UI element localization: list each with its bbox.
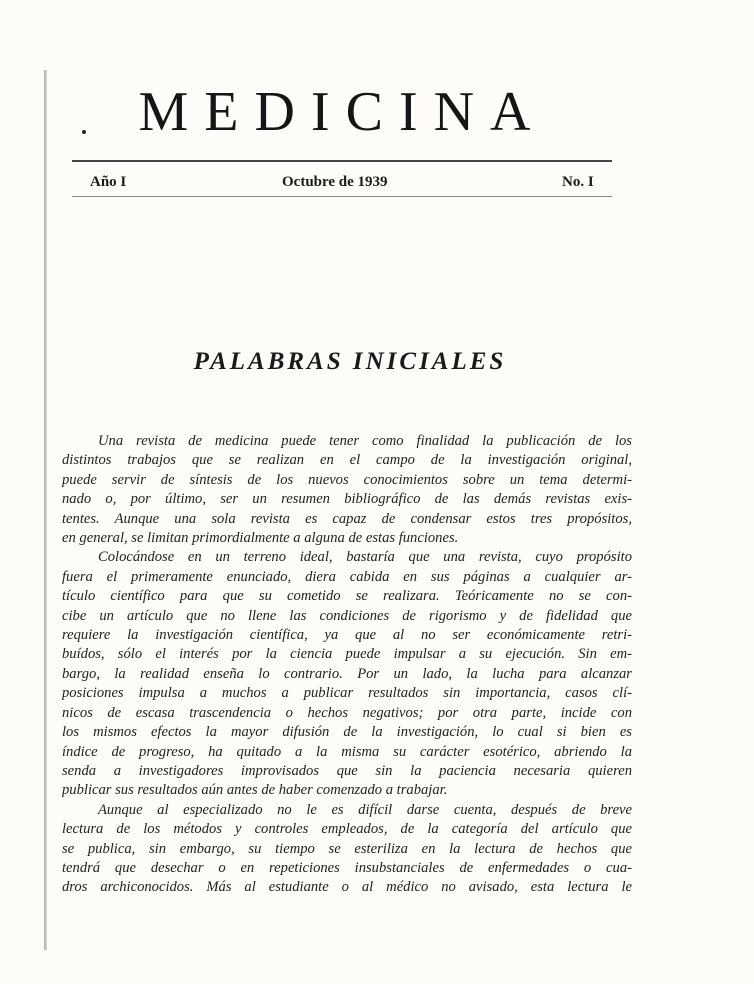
body-line: Colocándose en un terreno ideal, bastaría que una revista, cuyo propósito: [98, 549, 632, 566]
body-line: posiciones impulsa a muchos a publicar resultados sin importancia, casos clí-: [62, 685, 632, 702]
body-line: los mismos efectos la mayor difusión de la investigación, lo cual si bien es: [62, 724, 632, 741]
body-line: fuera el primeramente enunciado, diera cabida en sus páginas a cualquier ar-: [62, 568, 632, 585]
body-line: índice de progreso, ha quitado a la misma su carácter esotérico, abriendo la: [62, 743, 632, 760]
body-line: puede servir de síntesis de los nuevos conocimientos sobre un tema determi-: [62, 471, 632, 488]
body-line: tendrá que desechar o en repeticiones insubstanciales de enfermedades o cua-: [62, 859, 632, 876]
body-line: se publica, sin embargo, su tiempo se esteriliza en la lectura de hechos que: [62, 840, 632, 857]
article-body: [62, 432, 632, 898]
body-line: nicos de escasa trascendencia o hechos negativos; por otra parte, incide con: [62, 704, 632, 721]
article-title: PALABRAS INICIALES: [193, 348, 507, 375]
body-line: tículo científico para que su cometido se realizara. Teóricamente no se con-: [62, 588, 632, 605]
issue-year: Año I: [90, 174, 127, 190]
issue-info-row: [90, 174, 610, 192]
body-line: buídos, sólo el interés por la ciencia puede impulsar a su ejecución. Sin em-: [62, 646, 632, 663]
body-line: distintos trabajos que se realizan en el campo de la investigación original,: [62, 452, 632, 469]
body-line: publicar sus resultados aún antes de haber comenzado a trabajar.: [62, 782, 448, 799]
issue-date: Octubre de 1939: [282, 174, 388, 190]
journal-title: MEDICINA: [138, 81, 547, 143]
issue-number: No. I: [562, 174, 594, 190]
body-line: Una revista de medicina puede tener como finalidad la publicación de los: [98, 433, 632, 449]
body-line: tentes. Aunque una sola revista es capaz de condensar estos tres propósitos,: [62, 510, 632, 527]
body-line: Aunque al especializado no le es difícil darse cuenta, después de breve: [98, 801, 632, 818]
masthead-rule-bottom: [72, 196, 612, 197]
body-line: senda a investigadores improvisados que sin la paciencia necesaria quieren: [62, 762, 632, 779]
page-spine-edge: [44, 70, 47, 950]
body-line: nado o, por último, ser un resumen bibliográfico de las demás revistas exis-: [62, 491, 632, 508]
body-line: requiere la investigación científica, ya que al no ser económicamente retri-: [62, 627, 632, 644]
body-line: bargo, la realidad enseña lo contrario. Por un lado, la lucha para alcanzar: [62, 665, 632, 682]
body-line: en general, se limitan primordialmente a alguna de estas funciones.: [62, 530, 459, 547]
masthead-rule-top: [72, 160, 612, 162]
body-line: lectura de los métodos y controles empleados, de la categoría del artículo que: [62, 821, 632, 838]
body-line: cibe un artículo que no llene las condiciones de rigorismo y de fidelidad que: [62, 607, 632, 624]
body-line: dros archiconocidos. Más al estudiante o al médico no avisado, esta lectura le: [62, 879, 632, 896]
